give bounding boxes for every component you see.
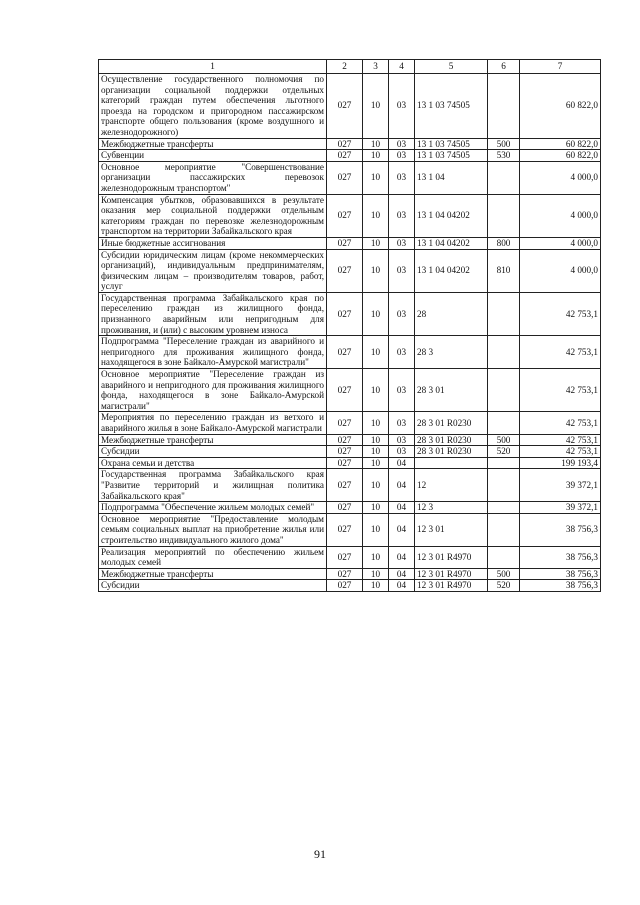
row-target-code: 13 1 04: [415, 161, 488, 194]
page-number: 91: [314, 847, 326, 861]
row-expense-type-code: 800: [488, 237, 520, 249]
row-description: Субсидии: [99, 580, 327, 592]
row-amount: 199 193,4: [520, 457, 601, 469]
row-target-code: 13 1 04 04202: [415, 237, 488, 249]
row-target-code: 12: [415, 469, 488, 502]
row-ministry-code: 027: [327, 412, 363, 434]
row-subsection-code: 04: [389, 502, 415, 514]
row-ministry-code: 027: [327, 502, 363, 514]
row-description: Субсидии: [99, 446, 327, 458]
row-target-code: 13 1 04 04202: [415, 249, 488, 292]
header-col-4: 4: [389, 60, 415, 74]
row-subsection-code: 04: [389, 513, 415, 546]
row-description: Межбюджетные трансферты: [99, 568, 327, 580]
row-subsection-code: 03: [389, 194, 415, 237]
row-section-code: 10: [363, 568, 389, 580]
row-amount: 42 753,1: [520, 336, 601, 369]
row-subsection-code: 03: [389, 138, 415, 150]
row-target-code: 28 3 01 R0230: [415, 446, 488, 458]
header-col-1: 1: [99, 60, 327, 74]
row-expense-type-code: 500: [488, 434, 520, 446]
row-amount: 4 000,0: [520, 161, 601, 194]
row-subsection-code: 03: [389, 74, 415, 139]
row-description: Основное мероприятие "Переселение граждан из аварийного и непригодного для проживания жилищного фонда, находящегося в зоне Байкало-Амурской магистрали": [99, 369, 327, 412]
row-subsection-code: 04: [389, 580, 415, 592]
row-target-code: 13 1 03 74505: [415, 74, 488, 139]
row-amount: 42 753,1: [520, 434, 601, 446]
row-section-code: 10: [363, 292, 389, 335]
row-ministry-code: 027: [327, 249, 363, 292]
row-subsection-code: 03: [389, 237, 415, 249]
row-target-code: 13 1 03 74505: [415, 150, 488, 162]
table-body: [99, 74, 601, 592]
row-description: Осуществление государственного полномочия по организации социальной поддержки отдельных категорий граждан путем обеспечения льготного проезда на городском и пригородном пассажирском транспорте общего пользования (кроме воздушного и железнодорожного): [99, 74, 327, 139]
row-target-code: 28: [415, 292, 488, 335]
row-target-code: 12 3: [415, 502, 488, 514]
header-col-6: 6: [488, 60, 520, 74]
table-row: [99, 336, 601, 369]
row-expense-type-code: [488, 74, 520, 139]
row-section-code: 10: [363, 150, 389, 162]
row-expense-type-code: [488, 369, 520, 412]
row-target-code: 12 3 01 R4970: [415, 546, 488, 568]
row-subsection-code: 03: [389, 150, 415, 162]
row-target-code: 28 3 01: [415, 369, 488, 412]
row-subsection-code: 03: [389, 292, 415, 335]
row-section-code: 10: [363, 434, 389, 446]
row-description: Межбюджетные трансферты: [99, 434, 327, 446]
row-subsection-code: 03: [389, 412, 415, 434]
row-description: Государственная программа Забайкальского края по переселению граждан из жилищного фонда, признанного аварийным или непригодным для проживания, и (или) с высоким уровнем износа: [99, 292, 327, 335]
row-section-code: 10: [363, 369, 389, 412]
row-expense-type-code: [488, 513, 520, 546]
row-ministry-code: 027: [327, 580, 363, 592]
row-section-code: 10: [363, 502, 389, 514]
row-description: Основное мероприятие "Предоставление молодым семьям социальных выплат на приобретение жилья или строительство индивидуального жилого дома": [99, 513, 327, 546]
row-expense-type-code: [488, 469, 520, 502]
row-section-code: 10: [363, 469, 389, 502]
table-row: [99, 469, 601, 502]
row-ministry-code: 027: [327, 469, 363, 502]
table-row: [99, 446, 601, 458]
row-expense-type-code: 500: [488, 138, 520, 150]
table-row: [99, 292, 601, 335]
row-subsection-code: 04: [389, 469, 415, 502]
row-section-code: 10: [363, 138, 389, 150]
row-amount: 38 756,3: [520, 580, 601, 592]
row-amount: 38 756,3: [520, 568, 601, 580]
header-col-5: 5: [415, 60, 488, 74]
row-ministry-code: 027: [327, 74, 363, 139]
row-ministry-code: 027: [327, 138, 363, 150]
table-row: [99, 194, 601, 237]
row-section-code: 10: [363, 412, 389, 434]
row-expense-type-code: 500: [488, 568, 520, 580]
table-row: [99, 412, 601, 434]
row-subsection-code: 04: [389, 568, 415, 580]
table-row: [99, 546, 601, 568]
row-target-code: [415, 457, 488, 469]
row-description: Субсидии юридическим лицам (кроме некоммерческих организаций), индивидуальным предпринимателям, физическим лицам – производителям товаров, работ, услуг: [99, 249, 327, 292]
row-amount: 39 372,1: [520, 502, 601, 514]
row-target-code: 13 1 03 74505: [415, 138, 488, 150]
table-row: [99, 249, 601, 292]
row-expense-type-code: 520: [488, 446, 520, 458]
table-row: [99, 457, 601, 469]
row-amount: 60 822,0: [520, 74, 601, 139]
table-row: [99, 502, 601, 514]
row-description: Межбюджетные трансферты: [99, 138, 327, 150]
row-subsection-code: 04: [389, 457, 415, 469]
row-section-code: 10: [363, 457, 389, 469]
row-subsection-code: 03: [389, 369, 415, 412]
row-ministry-code: 027: [327, 546, 363, 568]
row-description: Подпрограмма "Обеспечение жильем молодых семей": [99, 502, 327, 514]
header-col-3: 3: [363, 60, 389, 74]
row-ministry-code: 027: [327, 161, 363, 194]
row-amount: 4 000,0: [520, 194, 601, 237]
row-expense-type-code: [488, 546, 520, 568]
row-section-code: 10: [363, 513, 389, 546]
row-amount: 4 000,0: [520, 237, 601, 249]
row-amount: 42 753,1: [520, 369, 601, 412]
row-ministry-code: 027: [327, 292, 363, 335]
table-row: [99, 580, 601, 592]
table-row: [99, 513, 601, 546]
table-row: [99, 138, 601, 150]
row-expense-type-code: [488, 161, 520, 194]
table-row: [99, 434, 601, 446]
row-description: Субвенции: [99, 150, 327, 162]
row-section-code: 10: [363, 446, 389, 458]
row-subsection-code: 04: [389, 546, 415, 568]
row-expense-type-code: [488, 336, 520, 369]
row-amount: 39 372,1: [520, 469, 601, 502]
row-ministry-code: 027: [327, 457, 363, 469]
row-subsection-code: 03: [389, 336, 415, 369]
row-description: Государственная программа Забайкальского края "Развитие территорий и жилищная политика Забайкальского края": [99, 469, 327, 502]
row-section-code: 10: [363, 237, 389, 249]
row-description: Основное мероприятие "Совершенствование организации пассажирских перевозок железнодорожным транспортом": [99, 161, 327, 194]
table-row: [99, 74, 601, 139]
row-target-code: 28 3 01 R0230: [415, 434, 488, 446]
row-expense-type-code: [488, 194, 520, 237]
row-amount: 38 756,3: [520, 546, 601, 568]
row-target-code: 28 3 01 R0230: [415, 412, 488, 434]
row-ministry-code: 027: [327, 434, 363, 446]
row-ministry-code: 027: [327, 150, 363, 162]
row-section-code: 10: [363, 249, 389, 292]
row-expense-type-code: 520: [488, 580, 520, 592]
row-section-code: 10: [363, 74, 389, 139]
row-section-code: 10: [363, 161, 389, 194]
row-target-code: 12 3 01 R4970: [415, 568, 488, 580]
row-subsection-code: 03: [389, 446, 415, 458]
row-amount: 60 822,0: [520, 138, 601, 150]
row-amount: 42 753,1: [520, 412, 601, 434]
header-col-7: 7: [520, 60, 601, 74]
row-expense-type-code: [488, 412, 520, 434]
row-expense-type-code: 530: [488, 150, 520, 162]
row-ministry-code: 027: [327, 513, 363, 546]
row-ministry-code: 027: [327, 336, 363, 369]
row-subsection-code: 03: [389, 161, 415, 194]
row-description: Мероприятия по переселению граждан из ветхого и аварийного жилья в зоне Байкало-Амурской магистрали: [99, 412, 327, 434]
table-row: [99, 568, 601, 580]
table-row: [99, 161, 601, 194]
row-ministry-code: 027: [327, 369, 363, 412]
row-amount: 42 753,1: [520, 446, 601, 458]
row-description: Реализация мероприятий по обеспечению жильем молодых семей: [99, 546, 327, 568]
header-col-2: 2: [327, 60, 363, 74]
row-section-code: 10: [363, 336, 389, 369]
row-description: Подпрограмма "Переселение граждан из аварийного и непригодного для проживания жилищного фонда, находящегося в зоне Байкало-Амурской магистрали": [99, 336, 327, 369]
row-target-code: 13 1 04 04202: [415, 194, 488, 237]
row-expense-type-code: [488, 457, 520, 469]
row-description: Компенсация убытков, образовавшихся в результате оказания мер социальной поддержки отдельным категориям граждан по перевозке железнодорожным транспортом на территории Забайкальского края: [99, 194, 327, 237]
row-target-code: 12 3 01: [415, 513, 488, 546]
budget-table: [98, 59, 601, 592]
row-ministry-code: 027: [327, 446, 363, 458]
table-header-row: [99, 60, 601, 74]
row-target-code: 28 3: [415, 336, 488, 369]
row-expense-type-code: 810: [488, 249, 520, 292]
row-ministry-code: 027: [327, 194, 363, 237]
row-subsection-code: 03: [389, 434, 415, 446]
row-amount: 60 822,0: [520, 150, 601, 162]
table-row: [99, 237, 601, 249]
row-target-code: 12 3 01 R4970: [415, 580, 488, 592]
row-amount: 38 756,3: [520, 513, 601, 546]
row-amount: 4 000,0: [520, 249, 601, 292]
row-description: Иные бюджетные ассигнования: [99, 237, 327, 249]
row-description: Охрана семьи и детства: [99, 457, 327, 469]
row-expense-type-code: [488, 292, 520, 335]
table-row: [99, 150, 601, 162]
row-expense-type-code: [488, 502, 520, 514]
row-section-code: 10: [363, 546, 389, 568]
row-amount: 42 753,1: [520, 292, 601, 335]
row-section-code: 10: [363, 580, 389, 592]
row-section-code: 10: [363, 194, 389, 237]
row-ministry-code: 027: [327, 237, 363, 249]
row-subsection-code: 03: [389, 249, 415, 292]
table-row: [99, 369, 601, 412]
row-ministry-code: 027: [327, 568, 363, 580]
